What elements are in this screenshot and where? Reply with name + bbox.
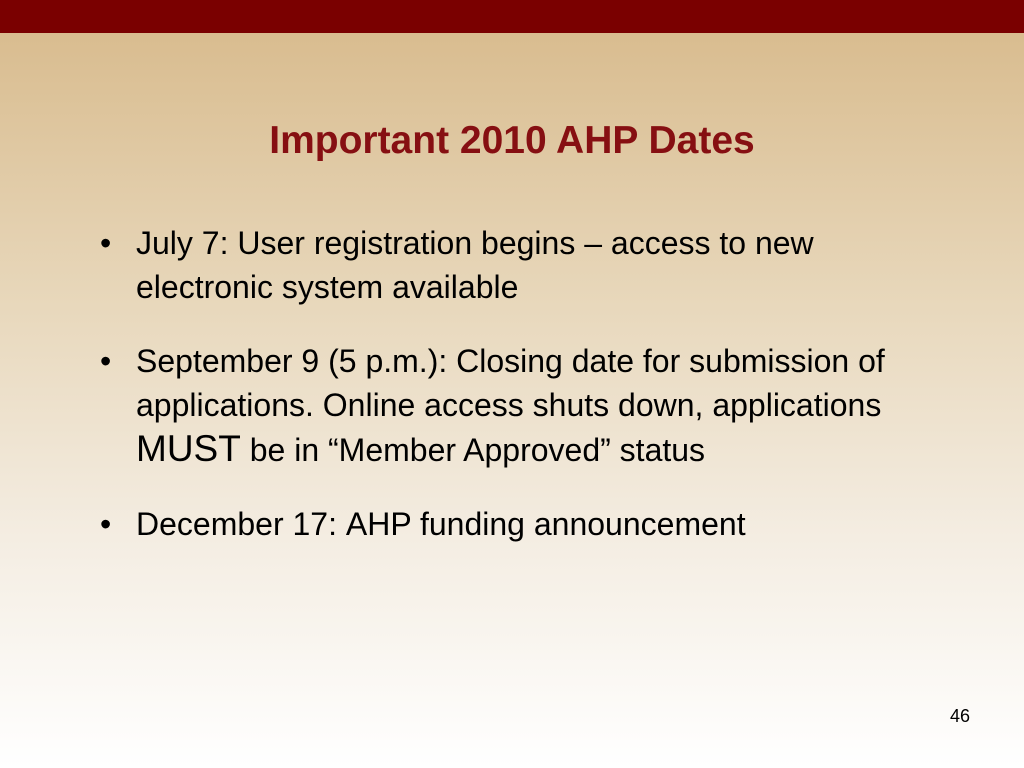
bullet-list xyxy=(98,221,918,546)
bullet-mark: • xyxy=(100,225,112,261)
slide-page-number: 46 xyxy=(949,706,970,726)
bullet-mark: • xyxy=(100,343,112,379)
bullet-mark: • xyxy=(100,506,112,542)
bullet-item-july xyxy=(98,221,918,309)
top-accent-bar xyxy=(0,0,1024,33)
bullet-text-after-emphasis: be in “Member Approved” status xyxy=(240,432,706,468)
bullet-text-before-emphasis: September 9 (5 p.m.): Closing date for submission of applications. Online access shuts down, applications xyxy=(136,343,885,423)
bullet-item-december xyxy=(98,502,918,546)
bullet-text: July 7: User registration begins – access to new electronic system available xyxy=(136,225,814,305)
bullet-text: December 17: AHP funding announcement xyxy=(136,506,746,542)
bullet-item-september xyxy=(98,339,918,472)
bullet-emphasis-word: MUST xyxy=(136,428,241,469)
slide-title: Important 2010 AHP Dates xyxy=(269,119,755,162)
